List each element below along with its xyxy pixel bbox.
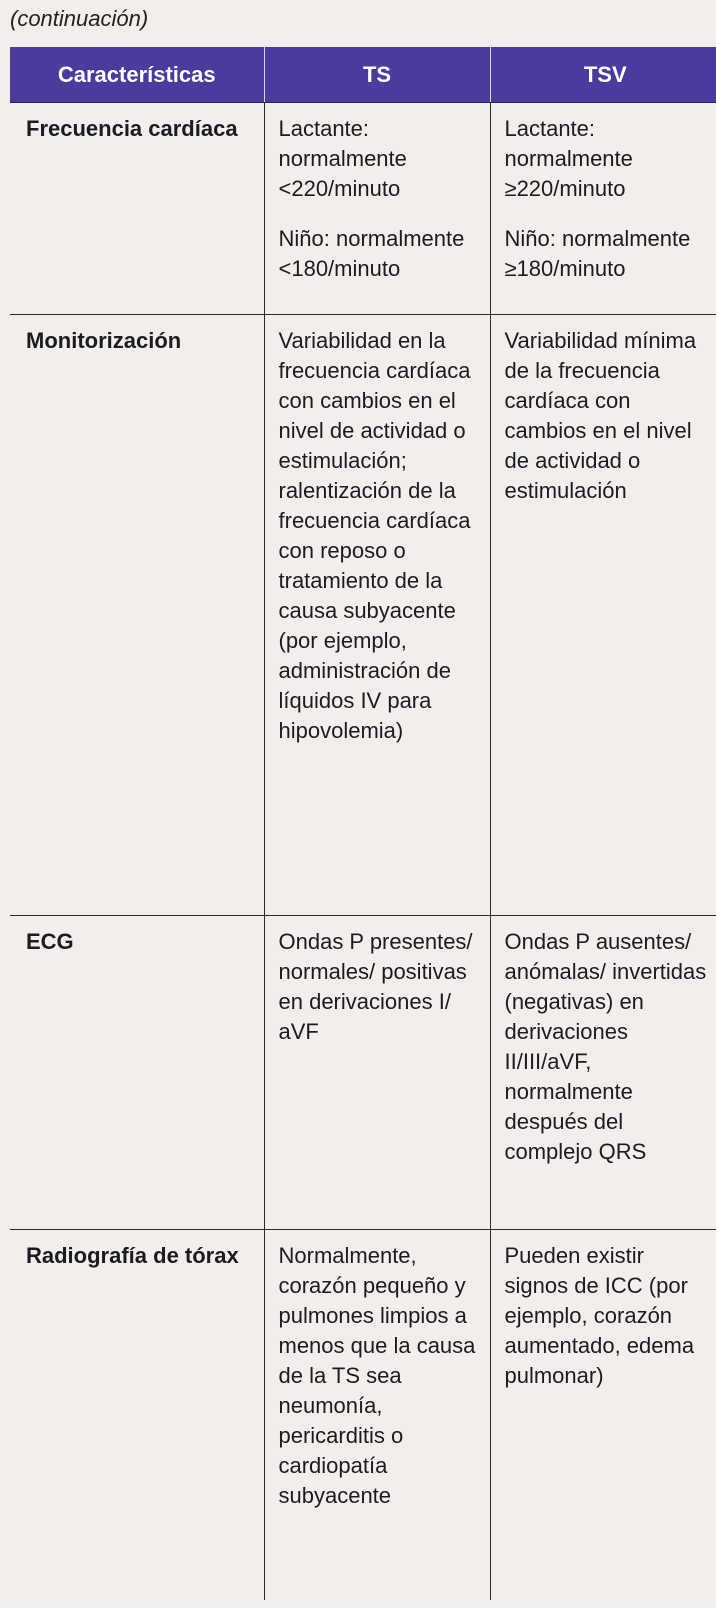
row-label-cell (10, 103, 264, 315)
table-row (10, 916, 716, 1230)
header-tsv: TSV (490, 47, 716, 103)
table-row (10, 315, 716, 916)
tsv-text: Pueden existir signos de ICC (por ejemplo, corazón aumentado, edema pulmonar) (504, 1243, 695, 1388)
row-label: Monitorización (26, 328, 182, 353)
tsv-text: Niño: normalmente ≥180/minuto (504, 226, 691, 281)
tsv-cell (490, 315, 716, 916)
row-label: ECG (26, 929, 74, 954)
comparison-table (10, 47, 716, 1600)
header-ts: TS (264, 47, 490, 103)
ts-text: Normalmente, corazón pequeño y pulmones limpios a menos que la causa de la TS sea neumonía, pericarditis o cardiopatía subyacente (278, 1243, 476, 1508)
tsv-text: Ondas P ausentes/ anómalas/ invertidas (negativas) en derivaciones II/III/aVF, normalmente después del complejo QRS (504, 929, 707, 1164)
tsv-text: Variabilidad mínima de la frecuencia cardíaca con cambios en el nivel de actividad o estimulación (504, 328, 697, 503)
table-row (10, 1230, 716, 1601)
header-row (10, 47, 716, 103)
ts-cell (264, 916, 490, 1230)
header-caracteristicas: Características (10, 47, 264, 103)
ts-text: Ondas P presentes/ normales/ positivas en derivaciones I/ aVF (278, 929, 473, 1044)
row-label-cell (10, 315, 264, 916)
row-label: Frecuencia cardíaca (26, 116, 238, 141)
tsv-text: Lactante: normalmente ≥220/minuto (504, 116, 633, 201)
row-label: Radiografía de tórax (26, 1243, 239, 1268)
table-row (10, 103, 716, 315)
ts-cell (264, 103, 490, 315)
row-label-cell (10, 1230, 264, 1601)
ts-cell (264, 1230, 490, 1601)
tsv-cell (490, 103, 716, 315)
row-label-cell (10, 916, 264, 1230)
ts-text: Niño: normalmente <180/minuto (278, 226, 465, 281)
ts-text: Lactante: normalmente <220/minuto (278, 116, 407, 201)
ts-text: Variabilidad en la frecuencia cardíaca con cambios en el nivel de actividad o estimulación; ralentización de la frecuencia cardíaca con reposo o tratamiento de la causa subyacente (por ejemplo, administración de líquidos IV para hipovolemia) (278, 328, 471, 743)
tsv-cell (490, 1230, 716, 1601)
tsv-cell (490, 916, 716, 1230)
ts-cell (264, 315, 490, 916)
table-caption: (continuación) (10, 6, 149, 31)
